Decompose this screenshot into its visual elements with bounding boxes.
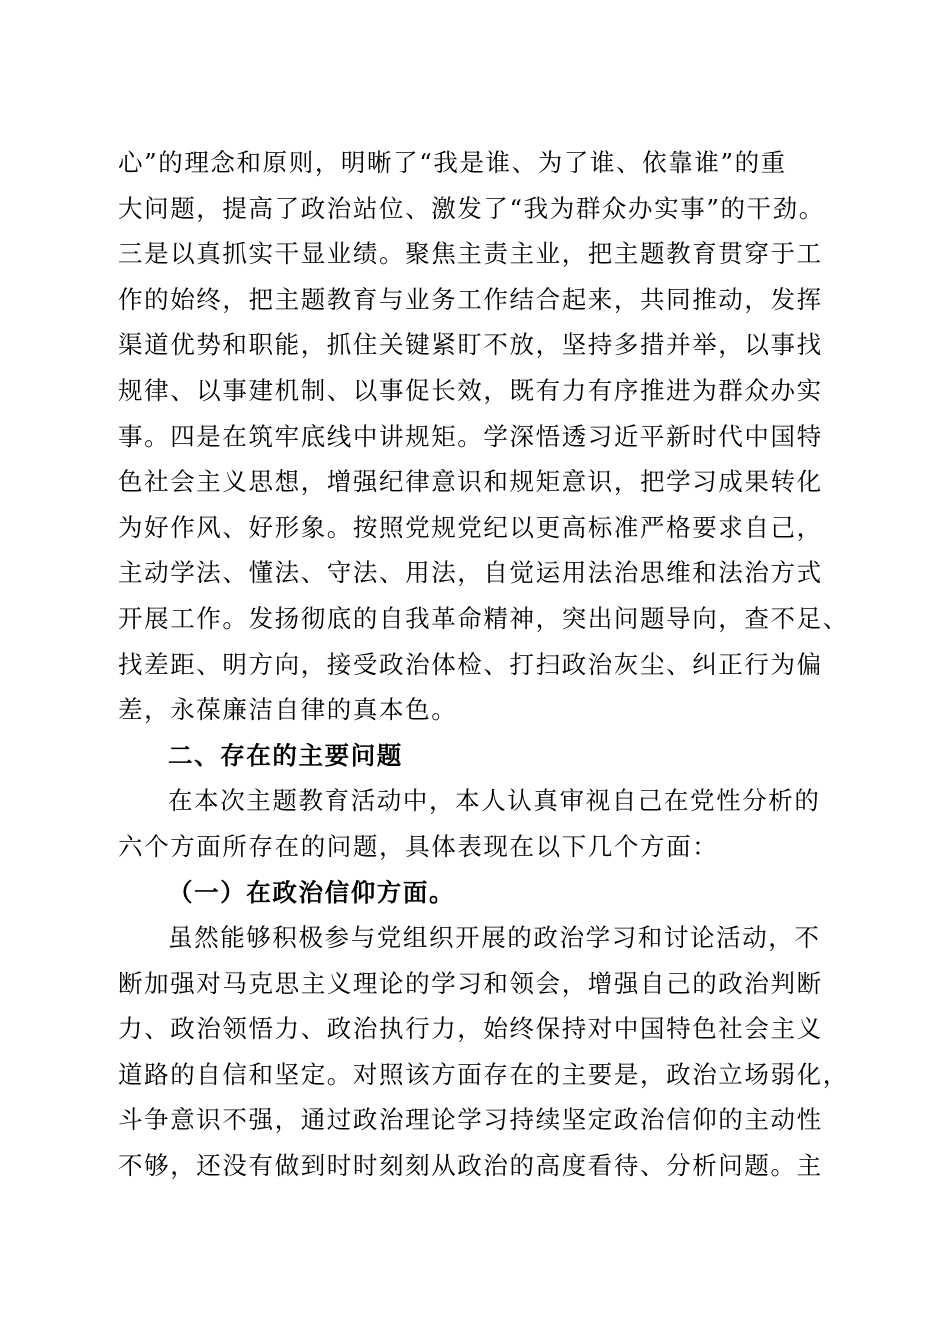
body-line: 力、政治领悟力、政治执行力，始终保持对中国特色社会主义 bbox=[118, 1014, 823, 1044]
body-line: 作的始终，把主题教育与业务工作结合起来，共同推动，发挥 bbox=[118, 284, 823, 314]
body-line: 在本次主题教育活动中，本人认真审视自己在党性分析的 bbox=[168, 786, 821, 816]
body-line: 找差距、明方向，接受政治体检、打扫政治灰尘、纠正行为偏 bbox=[118, 649, 823, 679]
body-line: 大问题，提高了政治站位、激发了“我为群众办实事”的干劲。 bbox=[118, 193, 825, 223]
document-body bbox=[118, 140, 849, 1189]
body-line: 色社会主义思想，增强纪律意识和规矩意识，把学习成果转化 bbox=[118, 467, 823, 497]
body-line: 三是以真抓实干显业绩。聚焦主责主业，把主题教育贯穿于工 bbox=[118, 239, 823, 269]
section-heading: 二、存在的主要问题 bbox=[168, 740, 403, 770]
body-line: 心”的理念和原则，明晰了“我是谁、为了谁、依靠谁”的重 bbox=[118, 148, 787, 177]
body-line: 断加强对马克思主义理论的学习和领会，增强自己的政治判断 bbox=[118, 968, 823, 998]
body-line: 主动学法、懂法、守法、用法，自觉运用法治思维和法治方式 bbox=[118, 558, 823, 588]
subsection-heading: （一）在政治信仰方面。 bbox=[168, 877, 456, 907]
body-line: 开展工作。发扬彻底的自我革命精神，突出问题导向，查不足、 bbox=[118, 603, 849, 633]
body-line: 差，永葆廉洁自律的真本色。 bbox=[118, 695, 458, 725]
body-line: 不够，还没有做到时时刻刻从政治的高度看待、分析问题。主 bbox=[118, 1151, 823, 1181]
body-line: 规律、以事建机制、以事促长效，既有力有序推进为群众办实 bbox=[118, 375, 823, 405]
body-line: 为好作风、好形象。按照党规党纪以更高标准严格要求自己， bbox=[118, 512, 823, 542]
body-line: 道路的自信和坚定。对照该方面存在的主要是，政治立场弱化， bbox=[118, 1059, 849, 1089]
body-line: 事。四是在筑牢底线中讲规矩。学深悟透习近平新时代中国特 bbox=[118, 421, 823, 451]
body-line: 六个方面所存在的问题，具体表现在以下几个方面： bbox=[118, 831, 719, 861]
body-line: 渠道优势和职能，抓住关键紧盯不放，坚持多措并举，以事找 bbox=[118, 330, 823, 360]
body-line: 虽然能够积极参与党组织开展的政治学习和讨论活动，不 bbox=[168, 923, 821, 953]
body-line: 斗争意识不强，通过政治理论学习持续坚定政治信仰的主动性 bbox=[118, 1105, 823, 1135]
